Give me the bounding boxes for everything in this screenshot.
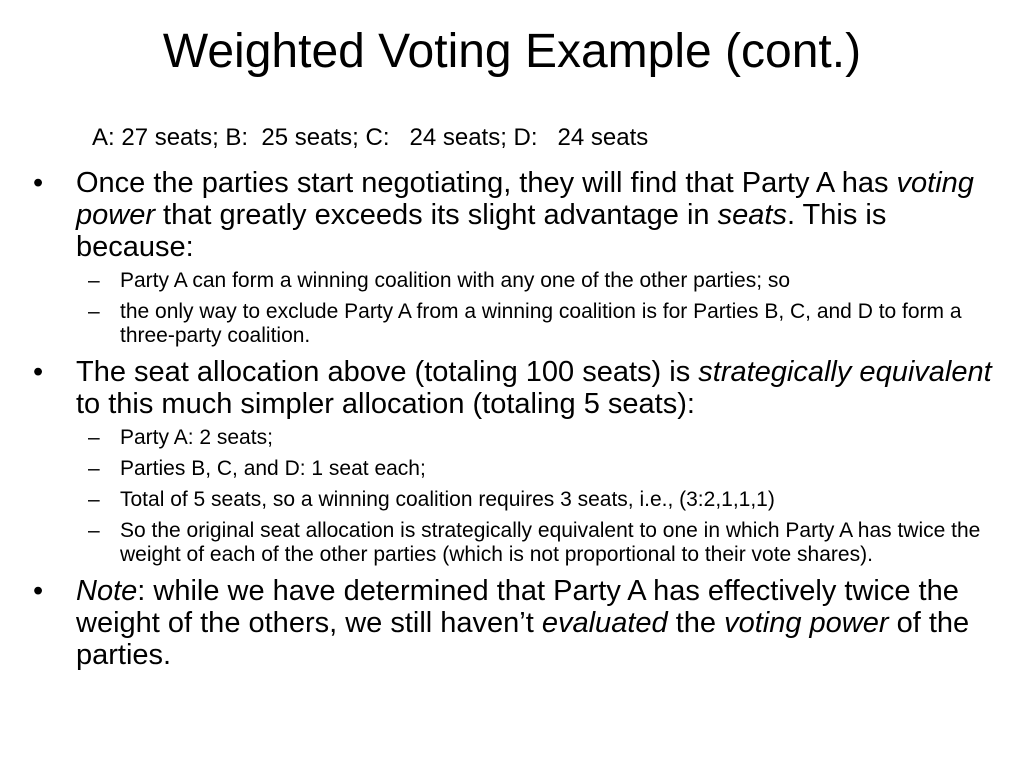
dash-marker: – [88,269,100,292]
sub-bullet-item [30,300,1010,348]
sub-bullet-text: Parties B, C, and D: 1 seat each; [120,457,426,480]
emphasis-text: evaluated [541,607,668,639]
text-segment: of the parties. [76,607,970,671]
sub-bullet-list [30,426,1010,567]
bullet-text [76,356,992,420]
emphasis-text: Note [76,575,138,607]
bullet-item [30,167,1010,263]
text-segment: The seat allocation above (totaling 100 seats) is [76,356,699,388]
emphasis-text: seats [717,199,787,231]
sub-bullet-list [30,269,1010,348]
bullet-item [30,575,1010,671]
dash-marker: – [88,488,100,511]
slide-title: Weighted Voting Example (cont.) [162,25,862,78]
bullet-marker: • [33,575,44,607]
dash-marker: – [88,519,100,542]
bullet-marker: • [33,167,44,199]
sub-bullet-item [30,488,1010,512]
dash-marker: – [88,426,100,449]
bullet-item [30,356,1010,420]
slide-body [30,167,1010,677]
sub-bullet-text: So the original seat allocation is strategically equivalent to one in which Party A has twice the weight of each of the other parties (which is not proportional to their vote shares). [120,519,981,566]
emphasis-text: voting power [724,607,889,639]
emphasis-text: strategically equivalent [698,356,992,388]
sub-bullet-item [30,457,1010,481]
sub-bullet-item [30,269,1010,293]
sub-bullet-item [30,519,1010,567]
seat-allocation-line: A: 27 seats; B: 25 seats; C: 24 seats; D: 24 seats [92,124,649,151]
text-segment: : while we have determined that Party A has effectively twice the weight of the others, we still haven’t [76,575,959,639]
sub-bullet-text: Party A: 2 seats; [120,426,273,449]
sub-bullet-item [30,426,1010,450]
emphasis-text: voting power [76,167,974,231]
text-segment: the [667,607,725,639]
sub-bullet-text: Total of 5 seats, so a winning coalition requires 3 seats, i.e., (3:2,1,1,1) [120,488,775,511]
text-segment: Once the parties start negotiating, they will find that Party A has [76,167,897,199]
text-segment: that greatly exceeds its slight advantage in [155,199,718,231]
sub-bullet-text: the only way to exclude Party A from a winning coalition is for Parties B, C, and D to form a three-party coalition. [120,300,962,347]
dash-marker: – [88,300,100,323]
bullet-text [76,167,974,263]
dash-marker: – [88,457,100,480]
bullet-text [76,575,969,671]
sub-bullet-text: Party A can form a winning coalition with any one of the other parties; so [120,269,791,292]
bullet-marker: • [33,356,44,388]
text-segment: . This is because: [76,199,887,263]
text-segment: to this much simpler allocation (totaling 5 seats): [76,388,695,420]
